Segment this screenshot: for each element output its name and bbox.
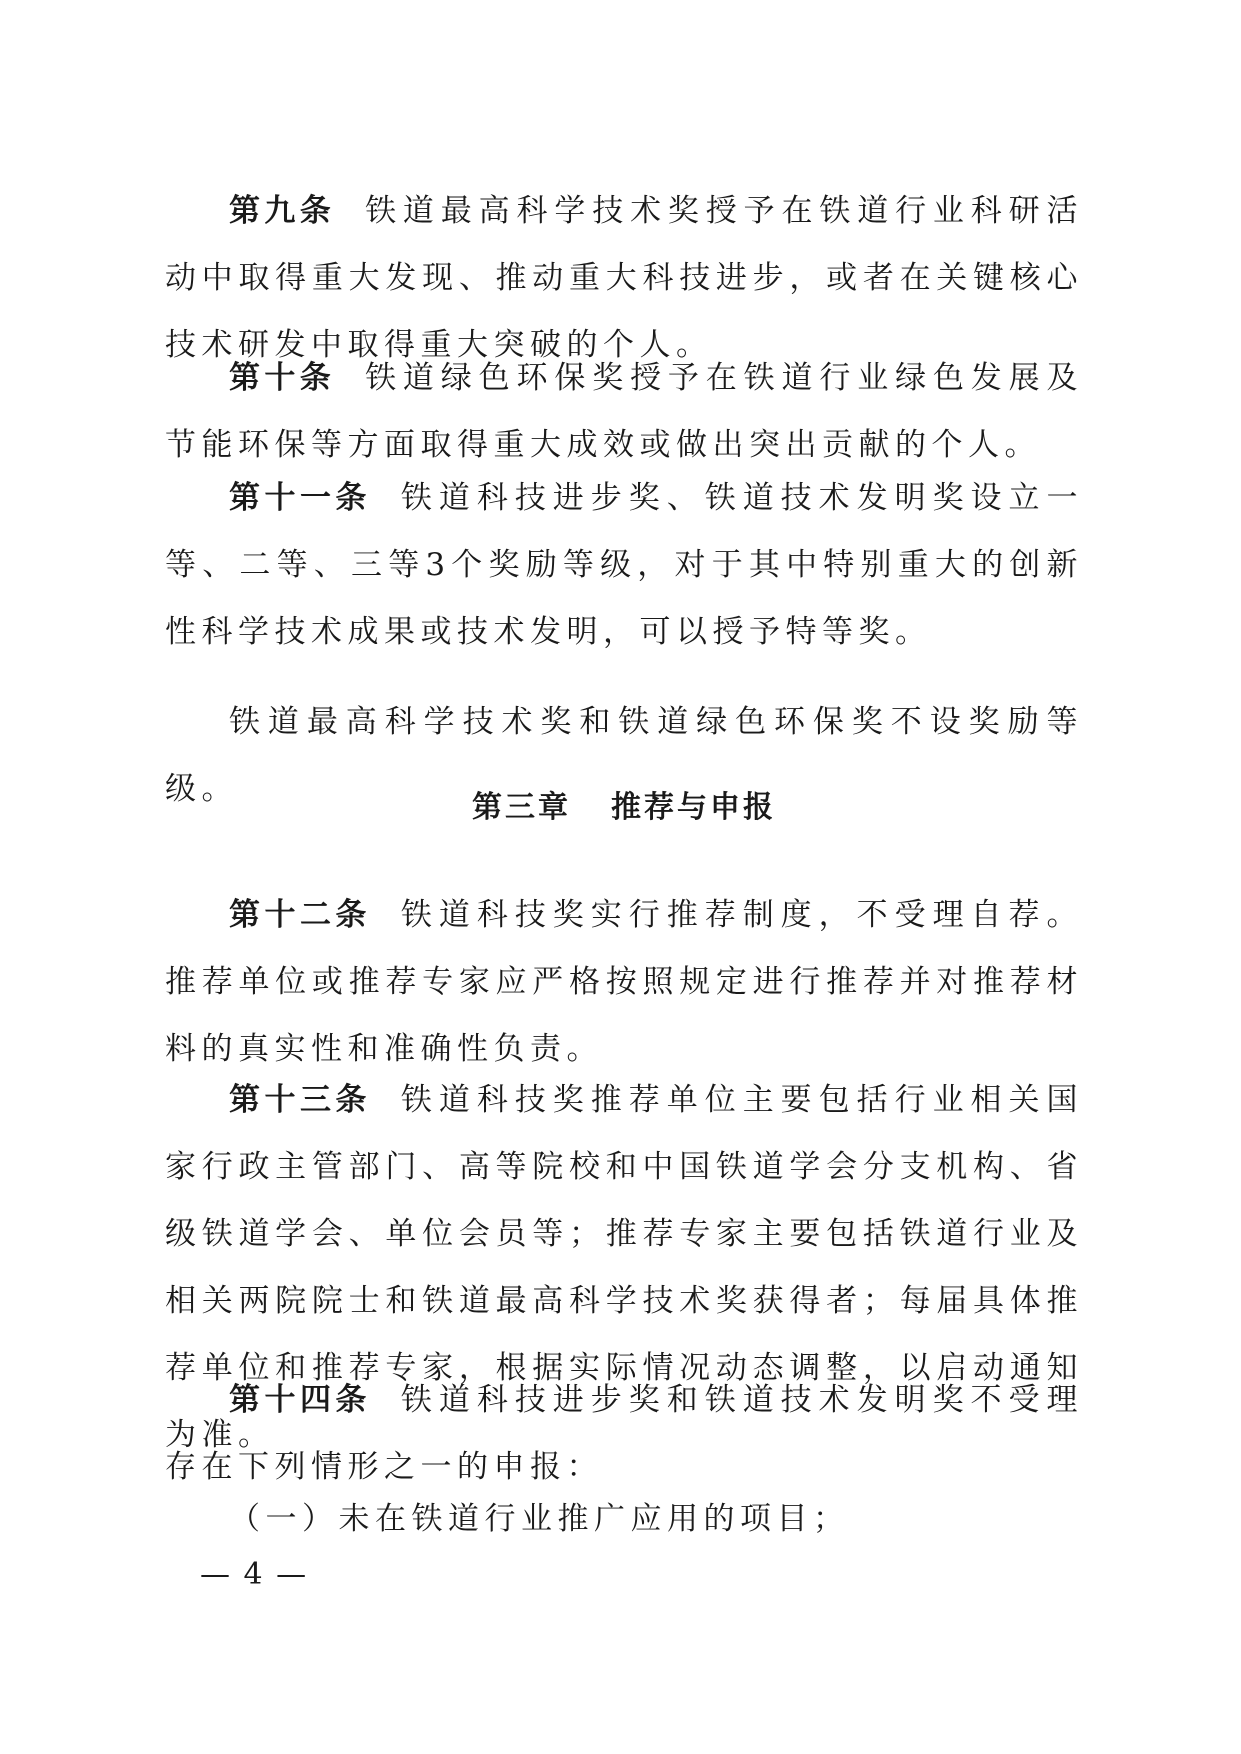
article-14-label: 第十四条 [229, 1382, 371, 1418]
chapter-3-number: 第三章 [472, 790, 571, 825]
article-12-label: 第十二条 [229, 897, 371, 933]
article-9-label: 第九条 [229, 193, 336, 229]
list-item: （一）未在铁道行业推广应用的项目； [229, 1501, 850, 1537]
article-13-text: 铁道科技奖推荐单位主要包括行业相关国家行政主管部门、高等院校和中国铁道学会分支机构、省级铁道学会、单位会员等；推荐专家主要包括铁道行业及相关两院院士和铁道最高科学技术奖获得者；每届具体推荐单位和推荐专家，根据实际情况动态调整，以启动通知为准。 [165, 1082, 1083, 1453]
page-number: — 4 — [200, 1557, 309, 1592]
article-13-label: 第十三条 [229, 1082, 371, 1118]
chapter-3-heading [165, 778, 1083, 838]
article-11-label: 第十一条 [229, 480, 371, 516]
article-10-label: 第十条 [229, 360, 336, 396]
chapter-3-title: 推荐与申报 [611, 790, 776, 825]
article-11-text: 铁道科技进步奖、铁道技术发明奖设立一等、二等、三等3个奖励等级，对于其中特别重大的创新性科学技术成果或技术发明，可以授予特等奖。 [165, 480, 1083, 650]
article-12-text: 铁道科技奖实行推荐制度，不受理自荐。推荐单位或推荐专家应严格按照规定进行推荐并对推荐材料的真实性和准确性负责。 [165, 897, 1083, 1067]
award-level-note: 铁道最高科学技术奖和铁道绿色环保奖不设奖励等级。 [165, 704, 1083, 807]
article-12 [165, 882, 1083, 1083]
article-10-text: 铁道绿色环保奖授予在铁道行业绿色发展及节能环保等方面取得重大成效或做出突出贡献的个人。 [165, 360, 1084, 463]
article-9-text: 铁道最高科学技术奖授予在铁道行业科研活动中取得重大发现、推动重大科技进步，或者在关键核心技术研发中取得重大突破的个人。 [165, 193, 1084, 363]
article-10 [165, 345, 1083, 479]
article-14 [165, 1367, 1083, 1501]
article-14-text: 铁道科技进步奖和铁道技术发明奖不受理存在下列情形之一的申报： [165, 1382, 1083, 1485]
article-11 [165, 465, 1083, 666]
